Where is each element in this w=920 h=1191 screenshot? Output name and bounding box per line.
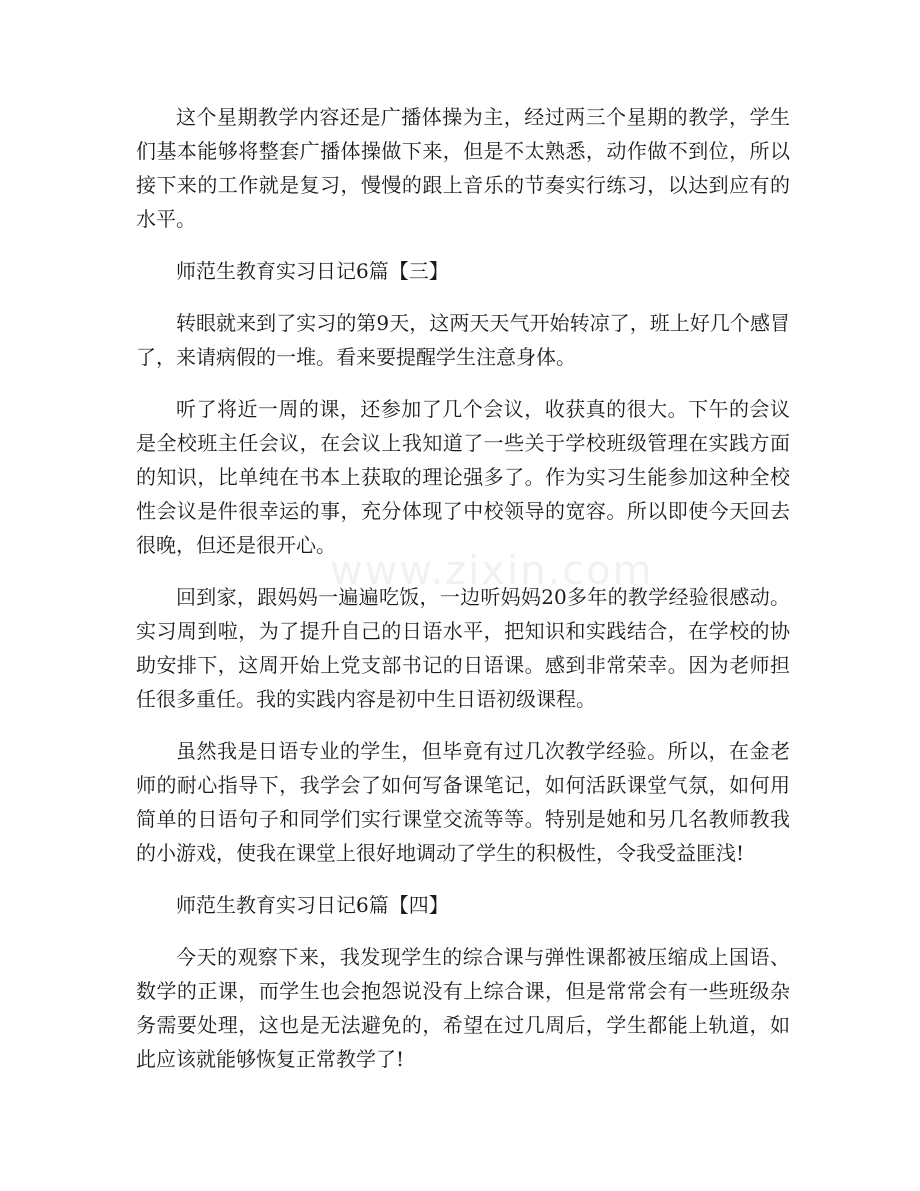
- paragraph-3: 听了将近一周的课，还参加了几个会议，收获真的很大。下午的会议是全校班主任会议，在会议上我知道了一些关于学校班级管理在实践方面的知识，比单纯在书本上获取的理论强多了。作为实习生能参加这种全校性会议是件很幸运的事，充分体现了中校领导的宽容。所以即使今天回去很晚，但还是很开心。: [136, 397, 790, 557]
- section-heading-3: 师范生教育实习日记6篇【三】: [176, 259, 449, 283]
- section-heading-4: 师范生教育实习日记6篇【四】: [176, 893, 449, 917]
- paragraph-5: 虽然我是日语专业的学生，但毕竟有过几次教学经验。所以，在金老师的耐心指导下，我学会了如何写备课笔记，如何活跃课堂气氛，如何用简单的日语句子和同学们实行课堂交流等等。特别是她和另几名教师教我的小游戏，使我在课堂上很好地调动了学生的积极性，令我受益匪浅!: [136, 739, 790, 865]
- paragraph-6: 今天的观察下来，我发现学生的综合课与弹性课都被压缩成上国语、数学的正课，而学生也会抱怨说没有上综合课，但是常常会有一些班级杂务需要处理，这也是无法避免的，希望在过几周后，学生都能上轨道，如此应该就能够恢复正常教学了!: [136, 945, 790, 1071]
- paragraph-1: 这个星期教学内容还是广播体操为主，经过两三个星期的教学，学生们基本能够将整套广播体操做下来，但是不太熟悉，动作做不到位，所以接下来的工作就是复习，慢慢的跟上音乐的节奏实行练习，以达到应有的水平。: [136, 105, 790, 231]
- document-body: [136, 100, 790, 1094]
- paragraph-4: 回到家，跟妈妈一遍遍吃饭，一边听妈妈20多年的教学经验很感动。实习周到啦，为了提升自己的日语水平，把知识和实践结合，在学校的协助安排下，这周开始上党支部书记的日语课。感到非常荣幸。因为老师担任很多重任。我的实践内容是初中生日语初级课程。: [136, 585, 790, 711]
- paragraph-2: 转眼就来到了实习的第9天，这两天天气开始转凉了，班上好几个感冒了，来请病假的一堆。看来要提醒学生注意身体。: [136, 311, 790, 369]
- watermark: www.zixin.com: [330, 548, 654, 594]
